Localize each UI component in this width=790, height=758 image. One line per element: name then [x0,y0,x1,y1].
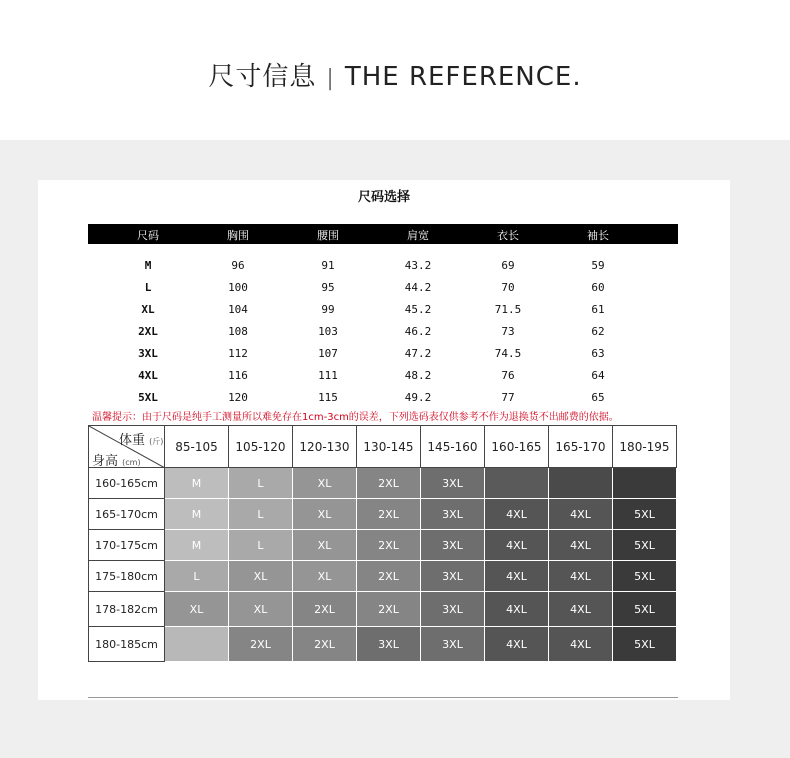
matrix-row [89,627,677,662]
recommended-size-cell: 2XL [357,468,421,499]
size-label: XL [141,303,155,316]
recommended-size-cell: 4XL [485,561,549,592]
measurement-value: 112 [228,347,248,360]
recommended-size-cell: 5XL [613,592,677,627]
recommended-size-cell: 3XL [421,468,485,499]
height-range-header: 178-182cm [89,592,165,627]
measurement-value: 116 [228,369,248,382]
weight-range-header: 145-160 [421,426,485,468]
recommended-size-cell: 5XL [613,561,677,592]
weight-range-header: 120-130 [293,426,357,468]
measurement-value: 111 [318,369,338,382]
title-separator: | [326,66,335,91]
weight-range-header: 105-120 [229,426,293,468]
height-range-header: 175-180cm [89,561,165,592]
measurement-value: 71.5 [494,303,522,316]
recommended-size-cell: XL [293,499,357,530]
measurement-value: 47.2 [404,347,432,360]
size-table-row [88,344,678,366]
size-table-row [88,366,678,388]
recommended-size-cell: 2XL [357,530,421,561]
size-header-cell: 腰围 [317,229,339,242]
recommended-size-cell: 3XL [421,592,485,627]
matrix-row [89,592,677,627]
weight-range-header: 85-105 [165,426,229,468]
size-chart-title: 尺码选择 [357,190,410,205]
measurement-value: 73 [501,325,515,338]
measurement-value: 69 [501,259,515,272]
height-axis-label: 身高 (cm) [92,454,141,469]
measurement-value: 60 [591,281,605,294]
recommended-size-cell: L [165,561,229,592]
matrix-row [89,561,677,592]
recommended-size-cell: 3XL [421,530,485,561]
measurement-value: 43.2 [404,259,432,272]
recommended-size-cell: M [165,499,229,530]
measurement-value: 64 [591,369,605,382]
recommended-size-cell: 4XL [485,530,549,561]
recommended-size-cell: XL [229,561,293,592]
size-table-row [88,300,678,322]
size-label: 2XL [138,325,158,338]
weight-range-header: 180-195 [613,426,677,468]
measurement-value: 103 [318,325,338,338]
measurement-value: 115 [318,391,338,404]
measurement-value: 99 [321,303,335,316]
weight-range-header: 130-145 [357,426,421,468]
size-label: 4XL [138,369,158,382]
measurement-value: 76 [501,369,515,382]
measurement-value: 104 [228,303,248,316]
recommended-size-cell: 4XL [549,530,613,561]
measurement-value: 120 [228,391,248,404]
size-table-row [88,256,678,278]
recommended-size-cell [165,627,229,662]
recommended-size-cell: 4XL [549,627,613,662]
recommended-size-cell: 2XL [293,592,357,627]
size-table-row [88,388,678,410]
recommended-size-cell: 3XL [421,499,485,530]
size-label: L [144,281,152,294]
measurement-value: 61 [591,303,605,316]
recommended-size-cell: 2XL [357,499,421,530]
recommended-size-cell: M [165,468,229,499]
recommended-size-cell: 5XL [613,499,677,530]
weight-axis-label: 体重 (斤) [119,433,164,448]
size-table-header [88,224,678,244]
measurement-value: 91 [321,259,335,272]
size-recommendation-matrix [88,425,677,662]
recommended-size-cell: 4XL [549,592,613,627]
height-range-header: 170-175cm [89,530,165,561]
section-title [0,56,790,93]
recommended-size-cell: 2XL [229,627,293,662]
size-header-cell: 尺码 [137,229,159,242]
recommended-size-cell: 2XL [293,627,357,662]
measurement-value: 107 [318,347,338,360]
measurement-value: 49.2 [404,391,432,404]
recommended-size-cell: XL [293,561,357,592]
recommended-size-cell: L [229,499,293,530]
recommended-size-cell: 3XL [357,627,421,662]
recommended-size-cell [485,468,549,499]
weight-range-header: 160-165 [485,426,549,468]
height-range-header: 180-185cm [89,627,165,662]
size-chart-card [38,180,730,700]
recommended-size-cell [549,468,613,499]
title-english: THE REFERENCE. [344,62,582,92]
height-range-header: 160-165cm [89,468,165,499]
recommended-size-cell: L [229,530,293,561]
matrix-row [89,530,677,561]
recommended-size-cell: 4XL [485,627,549,662]
measurement-value: 46.2 [404,325,432,338]
measurement-value: 63 [591,347,605,360]
measurement-value: 65 [591,391,605,404]
measurement-value: 74.5 [494,347,522,360]
recommended-size-cell: 4XL [485,499,549,530]
measurement-value: 48.2 [404,369,432,382]
recommended-size-cell: XL [293,468,357,499]
bottom-divider [88,697,678,698]
matrix-corner-header [89,426,165,468]
recommended-size-cell: XL [165,592,229,627]
recommended-size-cell: 2XL [357,561,421,592]
size-header-cell: 衣长 [497,229,519,242]
measurement-value: 59 [591,259,605,272]
recommended-size-cell: 5XL [613,627,677,662]
measurement-value: 45.2 [404,303,432,316]
measurement-value: 96 [231,259,245,272]
size-table-row [88,322,678,344]
measurement-warning: 温馨提示：由于尺码是纯手工测量所以难免存在1cm-3cm的误差，下列选码表仅供参考不作为退换货不出邮费的依据。 [92,412,619,423]
recommended-size-cell: 2XL [357,592,421,627]
height-range-header: 165-170cm [89,499,165,530]
matrix-row [89,499,677,530]
measurement-value: 62 [591,325,605,338]
measurement-value: 108 [228,325,248,338]
recommended-size-cell: 4XL [485,592,549,627]
recommended-size-cell: 4XL [549,561,613,592]
size-table-row [88,278,678,300]
recommended-size-cell: 5XL [613,530,677,561]
measurement-value: 77 [501,391,515,404]
recommended-size-cell: 3XL [421,561,485,592]
size-label: 3XL [138,347,158,360]
size-header-cell: 肩宽 [407,229,429,242]
size-label: 5XL [138,391,158,404]
recommended-size-cell: XL [229,592,293,627]
title-chinese: 尺寸信息 [208,62,317,92]
measurement-value: 44.2 [404,281,432,294]
recommended-size-cell: 4XL [549,499,613,530]
recommended-size-cell [613,468,677,499]
weight-range-header: 165-170 [549,426,613,468]
page-header [0,0,790,140]
measurement-value: 95 [321,281,335,294]
recommended-size-cell: L [229,468,293,499]
measurement-value: 100 [228,281,248,294]
size-header-cell: 胸围 [227,229,249,242]
size-label: M [144,259,152,272]
recommended-size-cell: XL [293,530,357,561]
recommended-size-cell: 3XL [421,627,485,662]
matrix-row [89,468,677,499]
recommended-size-cell: M [165,530,229,561]
measurement-value: 70 [501,281,515,294]
size-header-cell: 袖长 [587,229,609,242]
